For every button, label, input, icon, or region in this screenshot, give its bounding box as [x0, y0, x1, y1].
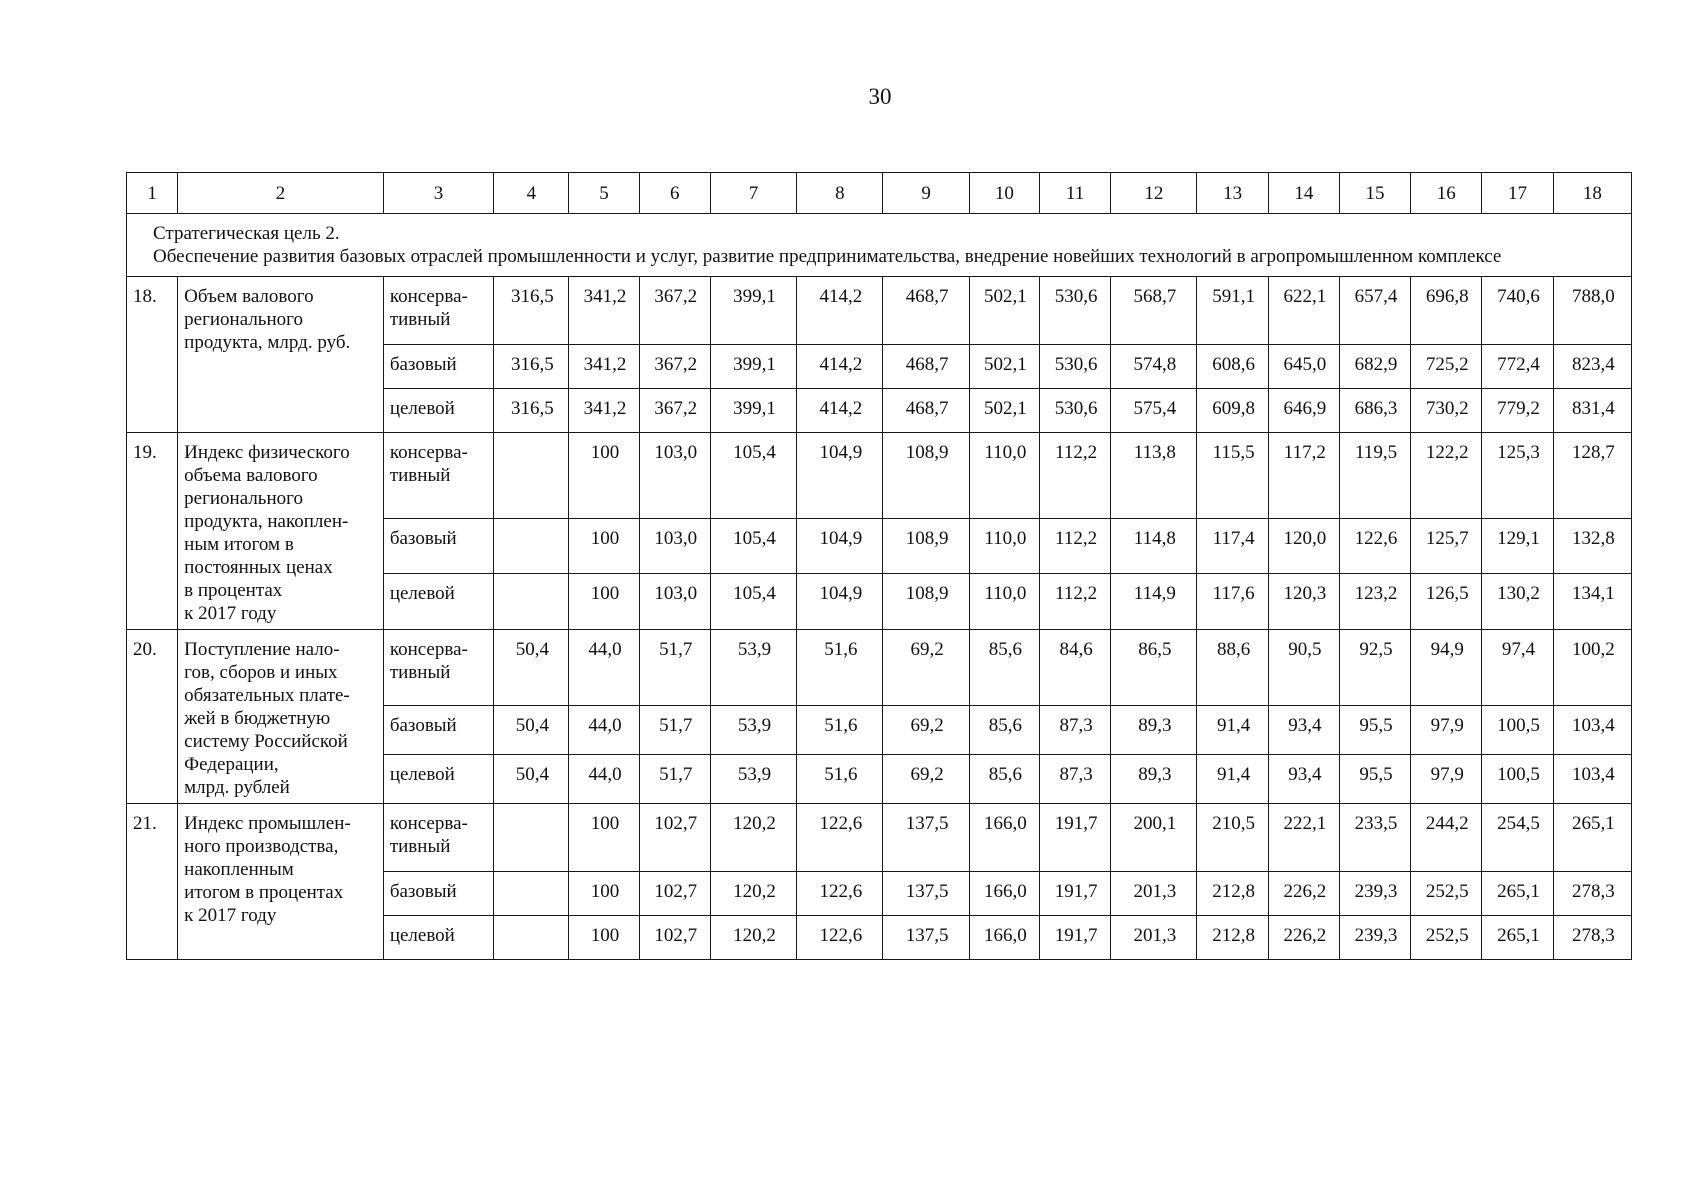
value-cell: 122,2	[1411, 433, 1482, 519]
value-cell: 95,5	[1339, 705, 1410, 754]
value-cell: 772,4	[1482, 345, 1553, 389]
value-cell: 265,1	[1482, 872, 1553, 916]
value-cell: 120,3	[1268, 574, 1339, 630]
value-cell: 44,0	[569, 705, 639, 754]
indicator-row	[127, 277, 1632, 345]
value-cell: 265,1	[1482, 916, 1553, 960]
column-number-cell: 11	[1039, 173, 1110, 214]
value-cell: 51,6	[797, 754, 883, 803]
value-cell: 50,4	[494, 630, 569, 706]
value-cell: 87,3	[1039, 754, 1110, 803]
column-number-cell: 6	[639, 173, 710, 214]
indicator-row	[127, 630, 1632, 706]
value-cell: 85,6	[969, 630, 1039, 706]
column-number-cell: 9	[883, 173, 969, 214]
value-cell: 105,4	[710, 518, 796, 574]
scenario-label: целевой	[383, 389, 493, 433]
value-cell: 44,0	[569, 754, 639, 803]
value-cell: 823,4	[1553, 345, 1631, 389]
value-cell: 399,1	[710, 389, 796, 433]
goal-row	[127, 214, 1632, 277]
value-cell: 100	[569, 804, 639, 872]
value-cell: 200,1	[1111, 804, 1197, 872]
value-cell: 100	[569, 574, 639, 630]
column-number-cell: 7	[710, 173, 796, 214]
value-cell: 210,5	[1197, 804, 1268, 872]
value-cell: 112,2	[1039, 518, 1110, 574]
value-cell: 100,2	[1553, 630, 1631, 706]
value-cell: 399,1	[710, 345, 796, 389]
scenario-label: целевой	[383, 754, 493, 803]
value-cell: 102,7	[639, 916, 710, 960]
indicator-index: 21.	[127, 804, 178, 960]
value-cell: 84,6	[1039, 630, 1110, 706]
value-cell: 112,2	[1039, 433, 1110, 519]
page-number: 30	[868, 84, 892, 109]
indicator-row	[127, 433, 1632, 519]
value-cell: 100	[569, 872, 639, 916]
table-body	[127, 173, 1632, 960]
value-cell: 112,2	[1039, 574, 1110, 630]
value-cell: 278,3	[1553, 872, 1631, 916]
value-cell: 730,2	[1411, 389, 1482, 433]
value-cell: 87,3	[1039, 705, 1110, 754]
value-cell: 120,0	[1268, 518, 1339, 574]
value-cell: 92,5	[1339, 630, 1410, 706]
value-cell: 608,6	[1197, 345, 1268, 389]
value-cell: 122,6	[1339, 518, 1410, 574]
value-cell: 110,0	[969, 433, 1039, 519]
value-cell: 414,2	[797, 389, 883, 433]
value-cell: 120,2	[710, 872, 796, 916]
value-cell: 239,3	[1339, 872, 1410, 916]
value-cell: 622,1	[1268, 277, 1339, 345]
value-cell: 114,9	[1111, 574, 1197, 630]
value-cell: 95,5	[1339, 754, 1410, 803]
value-cell: 50,4	[494, 754, 569, 803]
value-cell: 110,0	[969, 518, 1039, 574]
value-cell: 468,7	[883, 277, 969, 345]
value-cell: 117,2	[1268, 433, 1339, 519]
scenario-label: консерва- тивный	[383, 630, 493, 706]
column-number-cell: 18	[1553, 173, 1631, 214]
value-cell: 100	[569, 518, 639, 574]
value-cell: 341,2	[569, 277, 639, 345]
value-cell: 113,8	[1111, 433, 1197, 519]
value-cell: 103,4	[1553, 705, 1631, 754]
value-cell: 108,9	[883, 574, 969, 630]
value-cell: 530,6	[1039, 389, 1110, 433]
value-cell: 94,9	[1411, 630, 1482, 706]
value-cell: 316,5	[494, 277, 569, 345]
value-cell: 122,6	[797, 916, 883, 960]
value-cell: 51,7	[639, 754, 710, 803]
value-cell: 100,5	[1482, 754, 1553, 803]
value-cell: 91,4	[1197, 754, 1268, 803]
value-cell: 89,3	[1111, 705, 1197, 754]
value-cell: 233,5	[1339, 804, 1410, 872]
value-cell: 120,2	[710, 804, 796, 872]
scenario-label: целевой	[383, 574, 493, 630]
value-cell: 502,1	[969, 345, 1039, 389]
goal-cell	[127, 214, 1632, 277]
value-cell: 104,9	[797, 574, 883, 630]
value-cell: 399,1	[710, 277, 796, 345]
value-cell: 85,6	[969, 705, 1039, 754]
value-cell: 591,1	[1197, 277, 1268, 345]
value-cell: 51,6	[797, 630, 883, 706]
value-cell: 414,2	[797, 345, 883, 389]
value-cell: 568,7	[1111, 277, 1197, 345]
value-cell: 414,2	[797, 277, 883, 345]
value-cell	[494, 916, 569, 960]
value-cell: 367,2	[639, 277, 710, 345]
scenario-label: целевой	[383, 916, 493, 960]
value-cell: 137,5	[883, 804, 969, 872]
value-cell: 69,2	[883, 630, 969, 706]
goal-text: Обеспечение развития базовых отраслей промышленности и услуг, развитие предпринимательства, внедрение новейших технологий в агропромышленном комплексе	[153, 246, 1502, 267]
value-cell	[494, 433, 569, 519]
indicator-index: 18.	[127, 277, 178, 433]
column-number-cell: 4	[494, 173, 569, 214]
column-number-cell: 16	[1411, 173, 1482, 214]
value-cell: 103,0	[639, 574, 710, 630]
indicator-name: Объем валового регионального продукта, млрд. руб.	[178, 277, 384, 433]
value-cell: 103,0	[639, 518, 710, 574]
value-cell: 226,2	[1268, 916, 1339, 960]
scenario-label: консерва- тивный	[383, 804, 493, 872]
column-number-cell: 8	[797, 173, 883, 214]
value-cell: 831,4	[1553, 389, 1631, 433]
column-number-cell: 5	[569, 173, 639, 214]
value-cell: 682,9	[1339, 345, 1410, 389]
value-cell: 226,2	[1268, 872, 1339, 916]
value-cell: 252,5	[1411, 872, 1482, 916]
value-cell: 114,8	[1111, 518, 1197, 574]
value-cell: 97,9	[1411, 705, 1482, 754]
value-cell: 367,2	[639, 345, 710, 389]
indicator-name: Поступление нало- гов, сборов и иных обязательных плате- жей в бюджетную систему Российской Федерации, млрд. рублей	[178, 630, 384, 804]
value-cell: 132,8	[1553, 518, 1631, 574]
value-cell: 201,3	[1111, 872, 1197, 916]
column-number-row	[127, 173, 1632, 214]
value-cell: 53,9	[710, 754, 796, 803]
value-cell: 212,8	[1197, 872, 1268, 916]
scenario-label: базовый	[383, 872, 493, 916]
value-cell: 93,4	[1268, 705, 1339, 754]
value-cell: 89,3	[1111, 754, 1197, 803]
value-cell: 166,0	[969, 804, 1039, 872]
value-cell: 102,7	[639, 804, 710, 872]
value-cell: 137,5	[883, 916, 969, 960]
value-cell: 120,2	[710, 916, 796, 960]
value-cell: 117,6	[1197, 574, 1268, 630]
value-cell: 191,7	[1039, 872, 1110, 916]
value-cell: 88,6	[1197, 630, 1268, 706]
value-cell: 115,5	[1197, 433, 1268, 519]
value-cell: 91,4	[1197, 705, 1268, 754]
value-cell: 779,2	[1482, 389, 1553, 433]
column-number-cell: 3	[383, 173, 493, 214]
value-cell: 502,1	[969, 389, 1039, 433]
value-cell: 100,5	[1482, 705, 1553, 754]
scenario-label: базовый	[383, 705, 493, 754]
value-cell: 137,5	[883, 872, 969, 916]
value-cell: 123,2	[1339, 574, 1410, 630]
value-cell: 574,8	[1111, 345, 1197, 389]
value-cell: 44,0	[569, 630, 639, 706]
value-cell: 102,7	[639, 872, 710, 916]
value-cell: 201,3	[1111, 916, 1197, 960]
value-cell: 69,2	[883, 705, 969, 754]
goal-title: Стратегическая цель 2.	[153, 223, 340, 244]
value-cell: 530,6	[1039, 277, 1110, 345]
value-cell: 130,2	[1482, 574, 1553, 630]
indicator-row	[127, 804, 1632, 872]
column-number-cell: 14	[1268, 173, 1339, 214]
value-cell: 367,2	[639, 389, 710, 433]
value-cell: 645,0	[1268, 345, 1339, 389]
value-cell: 105,4	[710, 574, 796, 630]
value-cell: 110,0	[969, 574, 1039, 630]
scenario-label: консерва- тивный	[383, 433, 493, 519]
value-cell: 126,5	[1411, 574, 1482, 630]
value-cell	[494, 804, 569, 872]
value-cell: 222,1	[1268, 804, 1339, 872]
column-number-cell: 2	[178, 173, 384, 214]
value-cell: 502,1	[969, 277, 1039, 345]
value-cell: 119,5	[1339, 433, 1410, 519]
value-cell: 90,5	[1268, 630, 1339, 706]
value-cell: 51,7	[639, 630, 710, 706]
indicator-name: Индекс физического объема валового регионального продукта, накоплен- ным итогом в постоянных ценах в процентах к 2017 году	[178, 433, 384, 630]
value-cell: 86,5	[1111, 630, 1197, 706]
value-cell: 341,2	[569, 345, 639, 389]
value-cell: 51,6	[797, 705, 883, 754]
value-cell: 97,4	[1482, 630, 1553, 706]
value-cell: 122,6	[797, 804, 883, 872]
value-cell: 740,6	[1482, 277, 1553, 345]
value-cell	[494, 872, 569, 916]
value-cell: 191,7	[1039, 916, 1110, 960]
value-cell: 166,0	[969, 916, 1039, 960]
value-cell: 252,5	[1411, 916, 1482, 960]
value-cell: 122,6	[797, 872, 883, 916]
value-cell: 108,9	[883, 518, 969, 574]
value-cell: 316,5	[494, 389, 569, 433]
value-cell: 244,2	[1411, 804, 1482, 872]
value-cell: 53,9	[710, 630, 796, 706]
value-cell: 103,0	[639, 433, 710, 519]
value-cell: 125,7	[1411, 518, 1482, 574]
value-cell: 117,4	[1197, 518, 1268, 574]
column-number-cell: 12	[1111, 173, 1197, 214]
value-cell: 103,4	[1553, 754, 1631, 803]
value-cell: 609,8	[1197, 389, 1268, 433]
value-cell: 105,4	[710, 433, 796, 519]
indicator-table	[126, 172, 1632, 960]
value-cell: 97,9	[1411, 754, 1482, 803]
value-cell: 265,1	[1553, 804, 1631, 872]
indicator-name: Индекс промышлен- ного производства, накопленным итогом в процентах к 2017 году	[178, 804, 384, 960]
value-cell: 530,6	[1039, 345, 1110, 389]
value-cell: 468,7	[883, 345, 969, 389]
column-number-cell: 17	[1482, 173, 1553, 214]
value-cell: 575,4	[1111, 389, 1197, 433]
value-cell: 53,9	[710, 705, 796, 754]
value-cell: 50,4	[494, 705, 569, 754]
value-cell: 129,1	[1482, 518, 1553, 574]
value-cell: 125,3	[1482, 433, 1553, 519]
value-cell: 134,1	[1553, 574, 1631, 630]
value-cell: 128,7	[1553, 433, 1631, 519]
value-cell: 725,2	[1411, 345, 1482, 389]
value-cell: 166,0	[969, 872, 1039, 916]
value-cell: 316,5	[494, 345, 569, 389]
indicator-index: 20.	[127, 630, 178, 804]
value-cell: 278,3	[1553, 916, 1631, 960]
scenario-label: базовый	[383, 345, 493, 389]
value-cell: 212,8	[1197, 916, 1268, 960]
value-cell	[494, 518, 569, 574]
value-cell: 104,9	[797, 518, 883, 574]
column-number-cell: 15	[1339, 173, 1410, 214]
value-cell: 788,0	[1553, 277, 1631, 345]
value-cell: 686,3	[1339, 389, 1410, 433]
value-cell	[494, 574, 569, 630]
value-cell: 468,7	[883, 389, 969, 433]
value-cell: 69,2	[883, 754, 969, 803]
indicator-index: 19.	[127, 433, 178, 630]
value-cell: 191,7	[1039, 804, 1110, 872]
value-cell: 100	[569, 433, 639, 519]
value-cell: 100	[569, 916, 639, 960]
column-number-cell: 13	[1197, 173, 1268, 214]
column-number-cell: 10	[969, 173, 1039, 214]
scenario-label: консерва- тивный	[383, 277, 493, 345]
value-cell: 646,9	[1268, 389, 1339, 433]
scenario-label: базовый	[383, 518, 493, 574]
column-number-cell: 1	[127, 173, 178, 214]
value-cell: 239,3	[1339, 916, 1410, 960]
value-cell: 696,8	[1411, 277, 1482, 345]
value-cell: 104,9	[797, 433, 883, 519]
value-cell: 85,6	[969, 754, 1039, 803]
value-cell: 51,7	[639, 705, 710, 754]
value-cell: 254,5	[1482, 804, 1553, 872]
value-cell: 93,4	[1268, 754, 1339, 803]
value-cell: 341,2	[569, 389, 639, 433]
value-cell: 657,4	[1339, 277, 1410, 345]
value-cell: 108,9	[883, 433, 969, 519]
